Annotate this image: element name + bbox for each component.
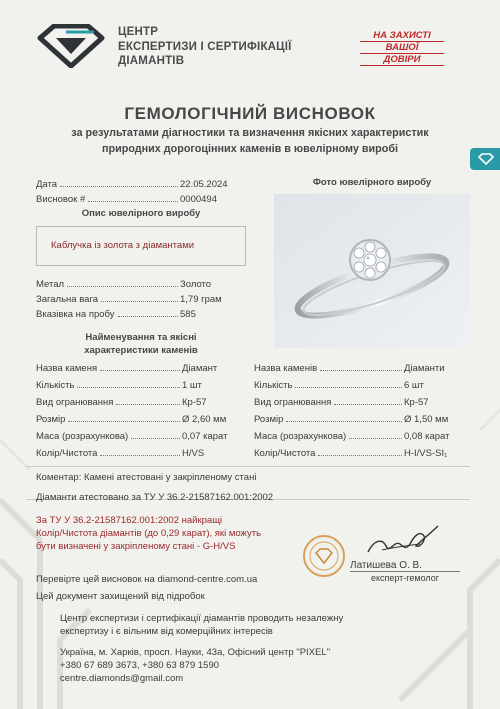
center-stone-qty-label: Кількість bbox=[36, 380, 75, 391]
center-stone-cut-label: Вид огранювання bbox=[36, 397, 114, 408]
footer bbox=[48, 608, 468, 690]
center-stone-size-value: Ø 2,60 мм bbox=[182, 414, 227, 425]
subtitle-line-1: за результатами діагностики та визначення якісних характеристик bbox=[71, 127, 429, 139]
date-value: 22.05.2024 bbox=[180, 179, 228, 190]
stones-title-line-2: характеристики каменів bbox=[84, 344, 198, 356]
best-grade-line-2: Колір/Чистота діамантів (до 0,29 карат), які можуть bbox=[36, 528, 262, 539]
org-line-3: ДІАМАНТІВ bbox=[118, 55, 185, 67]
center-stone-size-field bbox=[36, 412, 248, 425]
side-stones-name-value: Діаманти bbox=[404, 363, 445, 374]
side-stones-cut-field bbox=[254, 395, 468, 408]
side-stones-name-field bbox=[254, 361, 468, 374]
side-stones-color-field bbox=[254, 446, 468, 459]
center-stone-mass-value: 0,07 карат bbox=[182, 431, 228, 442]
footer-email: centre.diamonds@gmail.com bbox=[60, 673, 184, 684]
document-title: ГЕМОЛОГІЧНИЙ ВИСНОВОК bbox=[124, 104, 376, 123]
report-number-field bbox=[36, 192, 248, 205]
center-stone-color-field bbox=[36, 446, 248, 459]
date-field bbox=[36, 177, 248, 190]
best-grade-line-3: бути визначені у закріпленому стані - G-H/VS bbox=[36, 541, 236, 552]
center-stone-name-field bbox=[36, 361, 248, 374]
weight-field bbox=[36, 292, 248, 305]
comment-text: Коментар: Камені атестовані у закріпленому стані bbox=[36, 472, 257, 483]
side-stones-mass-value: 0,08 карат bbox=[404, 431, 450, 442]
jewelry-section-title: Опис ювелірного виробу bbox=[81, 208, 201, 219]
side-stones-size-field bbox=[254, 412, 468, 425]
metal-field bbox=[36, 277, 248, 290]
weight-value: 1,79 грам bbox=[180, 294, 222, 305]
side-stones-qty-value: 6 шт bbox=[404, 380, 424, 391]
subtitle-line-2: природних дорогоцінних каменів в ювелірному виробі bbox=[101, 142, 399, 155]
organization-name bbox=[118, 25, 292, 69]
metal-value: Золото bbox=[180, 279, 212, 290]
footer-phones: +380 67 689 3673, +380 63 879 1590 bbox=[60, 660, 220, 671]
best-grade-line-1: За ТУ У 36.2-21587162.001:2002 найкращі bbox=[36, 515, 223, 526]
slogan bbox=[360, 30, 444, 66]
signer-role: експерт-гемолог bbox=[350, 571, 460, 583]
metal-label: Метал bbox=[36, 279, 65, 290]
jewelry-description: Каблучка із золота з діамантами bbox=[51, 240, 195, 251]
tu-statement: Діаманти атестовано за ТУ У 36.2-21587162.001:2002 bbox=[36, 492, 274, 503]
signer-name: Латишева О. В. bbox=[350, 560, 422, 571]
center-stone-name-value: Діамант bbox=[182, 363, 218, 374]
hallmark-value: 585 bbox=[180, 309, 196, 320]
weight-label: Загальна вага bbox=[36, 294, 98, 305]
diamond-icon bbox=[478, 153, 494, 165]
photo-caption: Фото ювелірного виробу bbox=[312, 177, 432, 188]
side-stones-cut-value: Кр-57 bbox=[404, 397, 429, 408]
side-stones-name-label: Назва каменів bbox=[254, 363, 318, 374]
slogan-line-2: ВАШОЇ bbox=[360, 42, 444, 54]
jewelry-description-box bbox=[36, 226, 246, 266]
slogan-line-1: НА ЗАХИСТІ bbox=[360, 30, 444, 42]
stones-section-title bbox=[36, 332, 246, 357]
side-stones-qty-field bbox=[254, 378, 468, 391]
protection-text: Цей документ захищений від підробок bbox=[36, 591, 205, 602]
footer-address: Україна, м. Харків, просп. Науки, 43а, Офісний центр "PIXEL" bbox=[60, 647, 331, 658]
side-stones-size-label: Розмір bbox=[254, 414, 284, 425]
verify-text: Перевірте цей висновок на diamond-centre.com.ua bbox=[36, 574, 258, 585]
side-logo-tab bbox=[470, 148, 500, 170]
center-stone-cut-value: Кр-57 bbox=[182, 397, 207, 408]
side-stones-mass-label: Маса (розрахункова) bbox=[254, 431, 347, 442]
signature-image bbox=[364, 522, 444, 562]
org-line-1: ЦЕНТР bbox=[118, 26, 159, 38]
hallmark-field bbox=[36, 307, 248, 320]
side-stones-mass-field bbox=[254, 429, 468, 442]
center-stone-name-label: Назва каменя bbox=[36, 363, 98, 374]
stones-title-line-1: Найменування та якісні bbox=[85, 332, 197, 343]
seal-stamp-icon bbox=[302, 534, 346, 578]
document-subtitle bbox=[30, 126, 470, 157]
center-stone-mass-field bbox=[36, 429, 248, 442]
org-line-2: ЕКСПЕРТИЗИ І СЕРТИФІКАЦІЇ bbox=[118, 40, 292, 53]
center-stone-cut-field bbox=[36, 395, 248, 408]
center-stone-qty-field bbox=[36, 378, 248, 391]
footer-line-1: Центр експертизи і сертифікації діамантів проводить незалежну bbox=[60, 613, 344, 624]
date-label: Дата bbox=[36, 179, 58, 190]
ring-photo bbox=[274, 194, 470, 348]
center-stone-qty-value: 1 шт bbox=[182, 380, 202, 391]
center-stone-color-label: Колір/Чистота bbox=[36, 448, 98, 459]
diamond-logo-icon bbox=[36, 24, 106, 68]
side-stones-color-value: H-I/VS-SI₁ bbox=[404, 448, 448, 459]
report-number-label: Висновок # bbox=[36, 194, 86, 205]
hallmark-label: Вказівка на пробу bbox=[36, 309, 115, 320]
side-stones-qty-label: Кількість bbox=[254, 380, 293, 391]
report-number-value: 0000494 bbox=[180, 194, 217, 205]
slogan-line-3: ДОВІРИ bbox=[360, 54, 444, 66]
center-stone-color-value: H/VS bbox=[182, 448, 205, 459]
side-stones-cut-label: Вид огранювання bbox=[254, 397, 332, 408]
footer-line-2: експертизу і є вільним від комерційних інтересів bbox=[60, 626, 273, 637]
side-stones-color-label: Колір/Чистота bbox=[254, 448, 316, 459]
side-stones-size-value: Ø 1,50 мм bbox=[404, 414, 449, 425]
center-stone-mass-label: Маса (розрахункова) bbox=[36, 431, 129, 442]
center-stone-size-label: Розмір bbox=[36, 414, 66, 425]
